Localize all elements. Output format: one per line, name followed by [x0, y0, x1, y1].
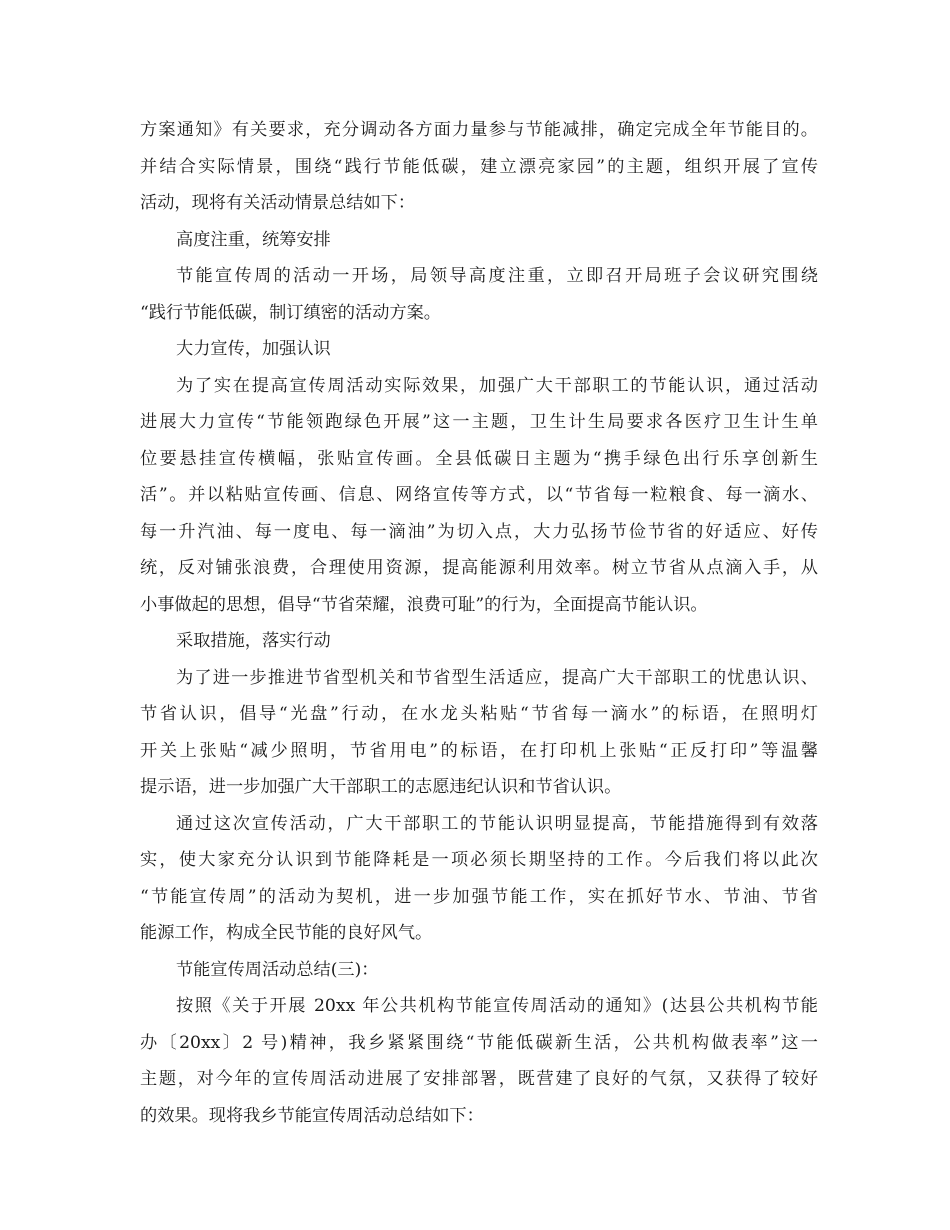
paragraph-first-line: 大力宣传，加强认识 — [176, 339, 331, 359]
paragraph-first-line: 节能宣传周的活动一开场，局领导高度注重，立即召开局班子会议研究围绕 — [176, 266, 818, 286]
paragraph-first-line: 通过这次宣传活动，广大干部职工的节能认识明显提高，节能措施得到有效落 — [176, 813, 818, 834]
text-line: 活动，现将有关活动情景总结如下： — [140, 193, 416, 213]
text-line: 能源工作，构成全民节能的良好风气。 — [140, 923, 433, 943]
text-line: 开关上张贴“减少照明，节省用电”的标语，在打印机上张贴“正反打印”等温馨 — [140, 740, 818, 761]
paragraph-first-line: 为了进一步推进节省型机关和节省型生活适应，提高广大干部职工的忧患认识、 — [176, 667, 818, 688]
text-line: 活”。并以粘贴宣传画、信息、网络宣传等方式，以“节省每一粒粮食、每一滴水、 — [140, 485, 818, 505]
text-line: 进展大力宣传“节能领跑绿色开展”这一主题，卫生计生局要求各医疗卫生计生单 — [140, 412, 818, 432]
text-line: 方案通知》有关要求，充分调动各方面力量参与节能减排，确定完成全年节能目的。 — [140, 120, 818, 140]
text-line: 办〔20xx〕2 号)精神，我乡紧紧围绕“节能低碳新生活，公共机构做表率”这一 — [140, 1032, 818, 1053]
text-line: 位要悬挂宣传横幅，张贴宣传画。全县低碳日主题为“携手绿色出行乐享创新生 — [140, 448, 818, 469]
paragraph-first-line: 按照《关于开展 20xx 年公共机构节能宣传周活动的通知》(达县公共机构节能 — [176, 996, 818, 1016]
text-line: 节省认识，倡导“光盘”行动，在水龙头粘贴“节省每一滴水”的标语，在照明灯 — [140, 704, 818, 724]
paragraph-first-line: 节能宣传周活动总结(三)： — [176, 959, 379, 980]
paragraph-first-line: 采取措施，落实行动 — [176, 631, 331, 651]
text-line: 统，反对铺张浪费，合理使用资源，提高能源利用效率。树立节省从点滴入手，从 — [140, 558, 818, 578]
paragraph-first-line: 为了实在提高宣传周活动实际效果，加强广大干部职工的节能认识，通过活动 — [176, 375, 818, 396]
text-line: 主题，对今年的宣传周活动进展了安排部署，既营建了良好的气氛，又获得了较好 — [140, 1069, 818, 1089]
text-line: 每一升汽油、每一度电、每一滴油”为切入点，大力弘扬节俭节省的好适应、好传 — [140, 521, 818, 542]
text-line: 提示语，进一步加强广大干部职工的志愿违纪认识和节省认识。 — [140, 777, 622, 797]
text-line: 的效果。现将我乡节能宣传周活动总结如下： — [140, 1105, 484, 1126]
text-line: “践行节能低碳，制订缜密的活动方案。 — [140, 302, 441, 323]
text-line: 小事做起的思想，倡导“节省荣耀，浪费可耻”的行为，全面提高节能认识。 — [140, 594, 708, 615]
paragraph-first-line: 高度注重，统筹安排 — [176, 229, 331, 250]
text-line: 并结合实际情景，围绕“践行节能低碳，建立漂亮家园”的主题，组织开展了宣传 — [140, 156, 818, 177]
text-line: 实，使大家充分认识到节能降耗是一项必须长期坚持的工作。今后我们将以此次 — [140, 850, 818, 870]
text-line: “节能宣传周”的活动为契机，进一步加强节能工作，实在抓好节水、节油、节省 — [140, 886, 818, 907]
document-body — [140, 112, 818, 1134]
